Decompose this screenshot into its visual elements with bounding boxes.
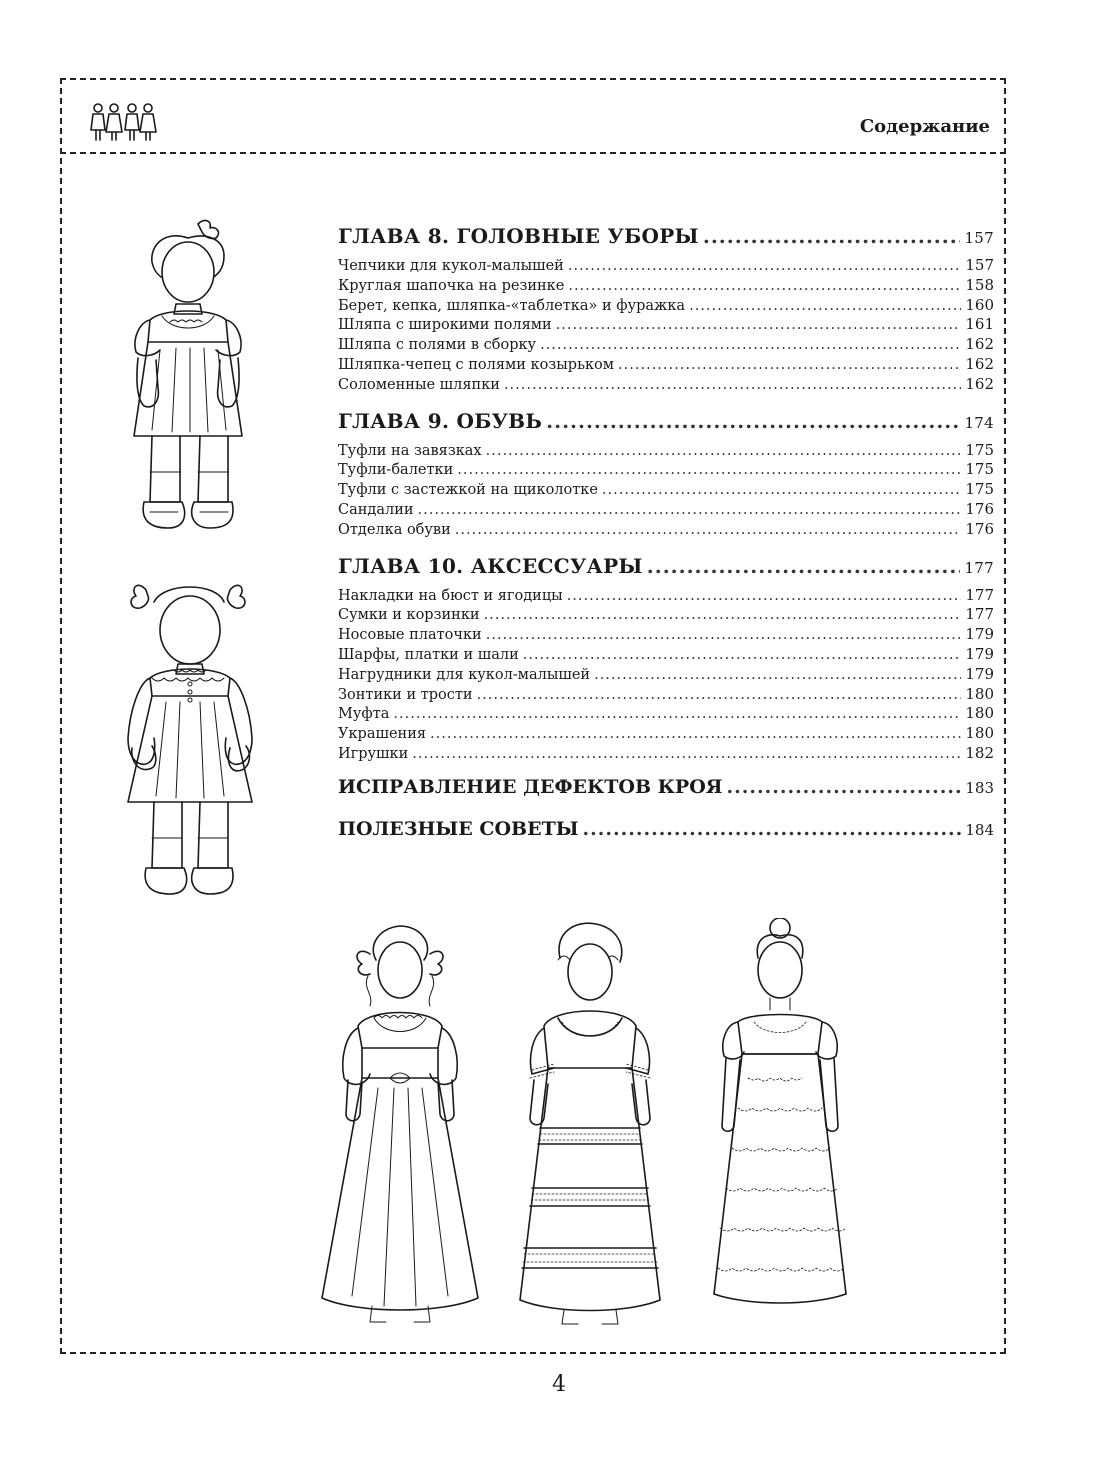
page-header-title: Содержание (859, 116, 990, 137)
toddler-doll-illustration (110, 210, 270, 550)
doll-b (520, 923, 660, 1324)
toddler-doll-bows-illustration (112, 578, 272, 918)
toc-entry[interactable]: Накладки на бюст и ягодицы ..... 177 (338, 586, 994, 606)
table-of-contents (338, 224, 994, 848)
toc-entry[interactable]: Украшения ..... 180 (338, 724, 994, 744)
toc-entry[interactable]: Шляпка-чепец с полями козырьком ..... 162 (338, 355, 994, 375)
header-divider (60, 152, 1006, 154)
page-number: 4 (552, 1372, 566, 1397)
toc-entry[interactable]: Отделка обуви ..... 176 (338, 520, 994, 540)
toc-entry[interactable]: Сумки и корзинки ..... 177 (338, 605, 994, 625)
toc-entry[interactable]: Круглая шапочка на резинке ..... 158 (338, 276, 994, 296)
toc-chapter-heading[interactable]: ГЛАВА 8. ГОЛОВНЫЕ УБОРЫ ..... 157 (338, 224, 994, 252)
toc-entry[interactable]: Зонтики и трости ..... 180 (338, 685, 994, 705)
doll-a (322, 926, 478, 1322)
three-dolls-long-dresses-illustration (318, 918, 878, 1338)
toc-chapter-heading[interactable]: ГЛАВА 10. АКСЕССУАРЫ ..... 177 (338, 554, 994, 582)
toc-entry[interactable]: Чепчики для кукол-малышей ..... 157 (338, 256, 994, 276)
toc-entry[interactable]: Носовые платочки ..... 179 (338, 625, 994, 645)
toc-entry[interactable]: Шляпа с полями в сборку ..... 162 (338, 335, 994, 355)
toc-entry[interactable]: Игрушки ..... 182 (338, 744, 994, 764)
toc-entry[interactable]: Шляпа с широкими полями ..... 161 (338, 315, 994, 335)
doll-c (714, 918, 846, 1303)
header-dolls-logo (88, 100, 160, 148)
toc-entry[interactable]: Соломенные шляпки ..... 162 (338, 375, 994, 395)
toc-entry[interactable]: Шарфы, платки и шали ..... 179 (338, 645, 994, 665)
toc-entry[interactable]: Берет, кепка, шляпка-«таблетка» и фуражка ..... 160 (338, 296, 994, 316)
toc-chapter-10 (338, 554, 994, 764)
toc-entry[interactable]: Туфли на завязках ..... 175 (338, 441, 994, 461)
toc-entry[interactable]: Туфли-балетки ..... 175 (338, 460, 994, 480)
toc-chapter-9 (338, 409, 994, 540)
toc-entry[interactable]: Муфта ..... 180 (338, 704, 994, 724)
toc-section-useful-tips[interactable]: ПОЛЕЗНЫЕ СОВЕТЫ ..... 184 (338, 818, 994, 848)
toc-entry[interactable]: Туфли с застежкой на щиколотке ..... 175 (338, 480, 994, 500)
toc-chapter-heading[interactable]: ГЛАВА 9. ОБУВЬ ..... 174 (338, 409, 994, 437)
toc-entry[interactable]: Сандалии ..... 176 (338, 500, 994, 520)
toc-chapter-8 (338, 224, 994, 395)
toc-entry[interactable]: Нагрудники для кукол-малышей ..... 179 (338, 665, 994, 685)
toc-section-pattern-corrections[interactable]: ИСПРАВЛЕНИЕ ДЕФЕКТОВ КРОЯ ..... 183 (338, 776, 994, 806)
